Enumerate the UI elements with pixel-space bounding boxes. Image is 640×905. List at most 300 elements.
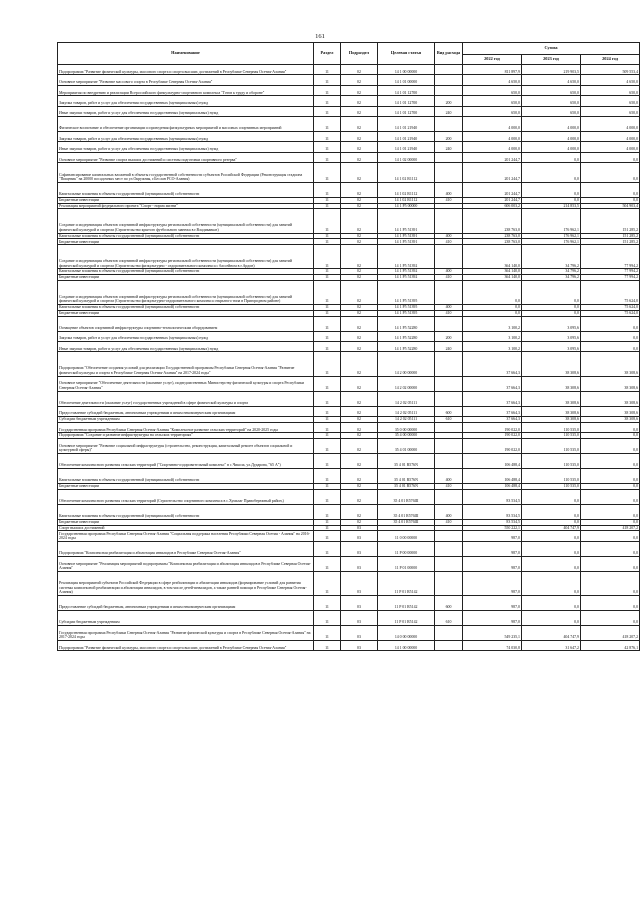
table-cell-name: Капитальные вложения в объекты государственной (муниципальной) собственности [58,182,314,197]
table-cell-razdel: 11 [314,239,341,245]
table-row [58,454,640,469]
table-cell-2022: 4 650,0 [463,75,522,85]
table-cell-name: Создание и модернизация объектов спортивной инфраструктуры региональной собственности (муниципальной собственности) для занятий физической культурой и спортом (Строительство физкультурно - оздоровительного комплекса с бассейном в г.Ардон) [58,245,314,269]
table-cell-razdel: 11 [314,417,341,423]
table-cell-2023: 4 650,0 [522,75,581,85]
table-cell-podrazdel: 03 [341,556,378,571]
table-cell-name: Создание и модернизация объектов спортивной инфраструктуры региональной собственности (муниципальной собственности) для занятий физической культурой и спортом (Строительство физкультурно-оздоровительного комплекса открытого типа в Пригородном районе) [58,280,314,304]
table-cell-csr: 35 4 01 R576N [378,469,435,484]
table-cell-csr: 14 2 02 05111 [378,391,435,406]
table-cell-2024: 0,0 [581,163,640,183]
table-cell-2023: 0,0 [522,305,581,311]
table-cell-razdel: 11 [314,331,341,341]
table-row [58,469,640,484]
table-cell-csr: 11 P 00 00000 [378,541,435,556]
table-cell-razdel: 11 [314,269,341,275]
table-cell-csr: 14 1 01 12700 [378,96,435,106]
table-cell-razdel: 11 [314,556,341,571]
table-cell-2024: 38 308,6 [581,406,640,416]
table-row [58,352,640,376]
table-cell-razdel: 11 [314,625,341,640]
table-row [58,541,640,556]
table-cell-razdel: 11 [314,610,341,625]
table-cell-vr [435,571,463,595]
table-cell-2022: 650,0 [463,96,522,106]
table-cell-vr: 410 [435,310,463,316]
table-cell-2024: 0,0 [581,454,640,469]
table-cell-csr: 14 1 P5 51392 [378,269,435,275]
table-cell-csr: 14 1 00 00000 [378,640,435,650]
table-cell-2023: 110 535,0 [522,422,581,432]
table-row [58,142,640,152]
table-cell-2024: 0,0 [581,531,640,541]
table-cell-name: Основное мероприятие "Реализация мероприятий подпрограммы "Комплексная реабилитация и абилитация инвалидов в Республике Северная Осетия-Алания" [58,556,314,571]
table-cell-razdel: 11 [314,422,341,432]
table-cell-2022: 201 244,7 [463,163,522,183]
table-cell-2024: 650,0 [581,85,640,95]
table-cell-2024: 418 207,2 [581,625,640,640]
table-row [58,391,640,406]
table-cell-2023: 650,0 [522,96,581,106]
table-cell-vr [435,65,463,75]
table-cell-2023: 219 903,5 [522,65,581,75]
table-cell-razdel: 11 [314,209,341,233]
table-cell-razdel: 11 [314,233,341,239]
table-cell-podrazdel: 02 [341,275,378,281]
table-cell-razdel: 11 [314,116,341,131]
table-cell-2022: 650,0 [463,106,522,116]
table-cell-name: Бюджетные инвестиции [58,484,314,490]
table-cell-2022: 650,0 [463,85,522,95]
table-cell-vr: 200 [435,131,463,141]
table-cell-razdel: 11 [314,163,341,183]
table-cell-2022: 4 000,0 [463,116,522,131]
table-row [58,376,640,391]
table-cell-podrazdel: 02 [341,233,378,239]
table-row [58,116,640,131]
table-cell-2024: 0,0 [581,197,640,203]
table-cell-podrazdel: 02 [341,245,378,269]
table-cell-razdel: 11 [314,280,341,304]
table-cell-name: Мероприятия по внедрению и реализации Всероссийского физкультурно-спортивного комплекса "Готов к труду и обороне" [58,85,314,95]
table-cell-2023: 176 962,1 [522,233,581,239]
table-cell-2024: 0,0 [581,342,640,352]
table-cell-csr: 35 4 01 R576Ш [378,519,435,525]
table-cell-razdel: 11 [314,571,341,595]
header-razdel: Раздел [314,43,341,65]
table-cell-csr: 14 1 P5 51391 [378,209,435,233]
table-cell-csr: 14 1 02 R1112 [378,163,435,183]
table-cell-razdel: 11 [314,152,341,162]
table-cell-2022: 987,0 [463,531,522,541]
table-body [58,65,640,651]
table-cell-2023: 0,0 [522,310,581,316]
table-cell-2024: 77 994,2 [581,245,640,269]
table-cell-2024: 151 285,2 [581,233,640,239]
table-cell-podrazdel: 02 [341,106,378,116]
table-cell-podrazdel: 02 [341,433,378,439]
table-cell-vr [435,489,463,504]
table-cell-2024: 38 308,6 [581,391,640,406]
table-cell-razdel: 11 [314,504,341,519]
table-cell-podrazdel: 02 [341,342,378,352]
table-cell-razdel: 11 [314,342,341,352]
table-cell-2024: 0,0 [581,610,640,625]
table-cell-2022: 364 140,0 [463,275,522,281]
table-cell-2023: 176 962,1 [522,239,581,245]
table-cell-podrazdel: 02 [341,209,378,233]
table-cell-razdel: 11 [314,525,341,531]
table-cell-podrazdel: 03 [341,640,378,650]
table-cell-2022: 190 022,0 [463,439,522,454]
table-cell-2022: 4 000,0 [463,131,522,141]
table-cell-name: Обеспечение комплексного развития сельских территорий ("Спортивно-оздоровительный комплекс" в с.Чикола, ул.Дударова, "65 А") [58,454,314,469]
table-cell-2023: 176 962,1 [522,209,581,233]
table-cell-name: Иные закупки товаров, работ и услуг для обеспечения государственных (муниципальных) нужд [58,142,314,152]
table-cell-podrazdel: 02 [341,182,378,197]
table-cell-name: Субсидии бюджетным учреждениям [58,610,314,625]
table-row [58,439,640,454]
table-cell-name: Подпрограмма "Комплексная реабилитация и абилитация инвалидов в Республике Северная Осетия-Алания" [58,541,314,556]
table-cell-vr: 400 [435,233,463,239]
table-cell-2022: 37 664,3 [463,352,522,376]
table-cell-podrazdel: 02 [341,197,378,203]
table-cell-name: Бюджетные инвестиции [58,519,314,525]
table-cell-name: Подпрограмма "Развитие физической культуры, массового спорта и спорта высших достижений в Республике Северная Осетия-Алания" [58,640,314,650]
table-cell-vr [435,640,463,650]
table-row [58,625,640,640]
table-cell-podrazdel: 02 [341,454,378,469]
table-cell-podrazdel: 02 [341,239,378,245]
table-cell-vr: 400 [435,305,463,311]
table-cell-razdel: 11 [314,65,341,75]
table-cell-2022: 83 534,5 [463,519,522,525]
table-cell-2022: 364 140,0 [463,245,522,269]
table-cell-2023: 0,0 [522,519,581,525]
table-cell-2022: 83 534,5 [463,489,522,504]
table-cell-vr [435,439,463,454]
table-cell-2024: 0,0 [581,331,640,341]
table-row [58,595,640,610]
table-cell-name: Софинансирование капитальных вложений в объекты государственной собственности субъектов Российской Федерации (Реконструкция стадиона "Пищевик" на 20000 посадочных мест по ул.Окружная, г.Беслан РСО-Алания) [58,163,314,183]
table-cell-name: Бюджетные инвестиции [58,275,314,281]
table-cell-vr [435,531,463,541]
table-cell-razdel: 11 [314,182,341,197]
table-cell-2023: 0,0 [522,541,581,556]
table-cell-2024: 0,0 [581,439,640,454]
table-cell-podrazdel: 02 [341,422,378,432]
table-row [58,331,640,341]
table-cell-vr: 410 [435,484,463,490]
table-cell-csr: 14 1 P5 51395 [378,310,435,316]
table-cell-razdel: 11 [314,531,341,541]
table-cell-podrazdel: 02 [341,269,378,275]
table-cell-2022: 37 664,3 [463,391,522,406]
header-vr: Вид расхода [435,43,463,65]
table-cell-razdel: 11 [314,489,341,504]
table-cell-2022: 238 763,0 [463,209,522,233]
table-cell-2023: 650,0 [522,85,581,95]
table-cell-2023: 38 308,6 [522,417,581,423]
table-cell-2023: 38 308,6 [522,391,581,406]
table-cell-podrazdel: 02 [341,352,378,376]
header-csr: Целевая статья [378,43,435,65]
table-cell-razdel: 11 [314,391,341,406]
table-cell-razdel: 11 [314,433,341,439]
table-cell-name: Иные закупки товаров, работ и услуг для обеспечения государственных (муниципальных) нужд [58,106,314,116]
table-cell-vr [435,116,463,131]
table-cell-name: Закупка товаров, работ и услуг для обеспечения государственных (муниципальных) нужд [58,131,314,141]
table-cell-razdel: 11 [314,406,341,416]
table-cell-podrazdel: 03 [341,541,378,556]
table-cell-name: Государственная программа Республики Северная Осетия-Алания "Социальная поддержка населения Республики Северная Осетия - Алания" на 2016-2024 годы [58,531,314,541]
table-cell-csr: 14 1 P5 51392 [378,275,435,281]
table-row [58,422,640,432]
table-cell-podrazdel: 02 [341,305,378,311]
table-cell-vr [435,85,463,95]
table-cell-2022: 3 100,2 [463,316,522,331]
budget-table [57,42,640,651]
table-cell-2023: 0,0 [522,152,581,162]
table-cell-podrazdel: 02 [341,489,378,504]
table-cell-2024: 0,0 [581,541,640,556]
table-cell-podrazdel: 02 [341,406,378,416]
table-cell-vr: 400 [435,469,463,484]
table-cell-razdel: 11 [314,439,341,454]
table-cell-2024: 38 308,6 [581,417,640,423]
table-cell-2022: 987,0 [463,541,522,556]
table-cell-name: Капитальные вложения в объекты государственной (муниципальной) собственности [58,233,314,239]
table-cell-razdel: 11 [314,640,341,650]
table-cell-csr: 14 1 01 21940 [378,142,435,152]
table-cell-2023: 0,0 [522,163,581,183]
table-cell-vr [435,352,463,376]
table-cell-podrazdel: 03 [341,625,378,640]
table-cell-vr: 610 [435,417,463,423]
table-cell-csr: 35 0 00 00000 [378,422,435,432]
table-cell-csr: 14 2 00 00000 [378,352,435,376]
table-cell-csr: 14 1 P5 00000 [378,203,435,209]
table-cell-2023: 0,0 [522,182,581,197]
table-cell-name: Капитальные вложения в объекты государственной (муниципальной) собственности [58,504,314,519]
table-cell-name: Капитальные вложения в объекты государственной (муниципальной) собственности [58,305,314,311]
table-cell-podrazdel: 02 [341,316,378,331]
table-cell-2024: 418 207,2 [581,525,640,531]
table-cell-2023: 3 095,6 [522,316,581,331]
table-cell-vr: 410 [435,239,463,245]
table-cell-podrazdel: 02 [341,65,378,75]
table-cell-podrazdel: 02 [341,376,378,391]
table-cell-2022: 238 763,0 [463,239,522,245]
table-cell-2024: 75 624,0 [581,305,640,311]
header-year-2022: 2022 год [463,55,522,65]
table-cell-name: Капитальные вложения в объекты государственной (муниципальной) собственности [58,269,314,275]
table-cell-name: Основное мероприятие "Обеспечение деятельности (оказание услуг), подведомственных Министерству физической культуры и спорта Республики Северная Осетия-Алания" [58,376,314,391]
table-cell-2022: 987,0 [463,595,522,610]
table-cell-podrazdel: 02 [341,116,378,131]
table-cell-podrazdel: 02 [341,484,378,490]
table-cell-2023: 0,0 [522,610,581,625]
table-cell-2023: 110 535,0 [522,454,581,469]
table-cell-csr: 14 1 P5 51391 [378,233,435,239]
table-cell-2022: 74 030,8 [463,640,522,650]
table-cell-razdel: 11 [314,310,341,316]
table-row [58,75,640,85]
table-row [58,342,640,352]
table-cell-name: Капитальные вложения в объекты государственной (муниципальной) собственности [58,469,314,484]
table-cell-name: Государственная программа Республики Северная Осетия-Алания "Комплексное развитие сельских территорий" на 2020-2025 годы [58,422,314,432]
table-cell-2022: 83 534,5 [463,504,522,519]
table-cell-csr: 11 0 00 00000 [378,531,435,541]
table-cell-name: Реализация мероприятий субъектов Российской Федерации в сфере реабилитации и абилитации инвалидов (формирование условий для развития системы комплексной реабилитации и абилитации инвалидов, в том числе детей-инвалидов, а также ранней помощи в Республике Северная Осетия-Алания) [58,571,314,595]
table-cell-2022: 550 222,1 [463,525,522,531]
table-cell-2023: 0,0 [522,280,581,304]
table-cell-vr [435,209,463,233]
table-cell-razdel: 11 [314,85,341,95]
table-cell-podrazdel: 02 [341,280,378,304]
table-cell-name: Предоставление субсидий бюджетным, автономным учреждениям и иным некоммерческим организациям [58,406,314,416]
table-cell-podrazdel: 02 [341,203,378,209]
table-cell-2023: 34 796,2 [522,245,581,269]
table-cell-vr: 400 [435,504,463,519]
table-row [58,131,640,141]
table-cell-vr [435,163,463,183]
table-cell-2022: 106 488,4 [463,469,522,484]
header-year-2023: 2023 год [522,55,581,65]
table-cell-2024: 38 308,6 [581,376,640,391]
table-row [58,489,640,504]
table-cell-2024: 75 624,0 [581,280,640,304]
table-cell-2022: 190 022,0 [463,422,522,432]
table-cell-vr [435,541,463,556]
table-row [58,163,640,183]
table-cell-name: Государственная программа Республики Северная Осетия-Алания "Развитие физической культуры и спорта в Республике Северная Осетия-Алания" на 2017-2024 годы [58,625,314,640]
table-row [58,85,640,95]
table-cell-2023: 38 308,6 [522,406,581,416]
table-cell-name: Бюджетные инвестиции [58,239,314,245]
table-row [58,182,640,197]
table-row [58,65,640,75]
table-cell-vr [435,556,463,571]
table-row [58,280,640,304]
table-cell-name: Подпрограмма "Обеспечение создания условий для реализации Государственной программы Республики Северная Осетия-Алания "Развитие физической культуры и спорта в Республике Северная Осетия-Алания" на 2017-2024 годы" [58,352,314,376]
table-cell-name: Спорт высших достижений [58,525,314,531]
table-cell-2022: 3 100,2 [463,331,522,341]
table-cell-2023: 404 747,9 [522,625,581,640]
table-cell-name: Оснащение объектов спортивной инфраструктуры спортивно-технологическим оборудованием [58,316,314,331]
table-cell-2024: 4 000,0 [581,131,640,141]
table-cell-csr: 11 P 01 00000 [378,556,435,571]
table-cell-csr: 14 1 01 00000 [378,75,435,85]
table-cell-vr: 600 [435,406,463,416]
table-cell-csr: 14 1 02 00000 [378,152,435,162]
table-row [58,209,640,233]
table-cell-csr: 14 2 02 05111 [378,406,435,416]
table-cell-csr: 35 4 01 R576N [378,454,435,469]
table-cell-podrazdel: 02 [341,417,378,423]
table-cell-2024: 0,0 [581,484,640,490]
table-cell-csr: 14 1 01 21940 [378,131,435,141]
table-cell-csr: 11 P 01 R5142 [378,571,435,595]
table-cell-podrazdel: 02 [341,152,378,162]
table-cell-2023: 0,0 [522,197,581,203]
table-cell-vr [435,422,463,432]
page-number: 161 [315,33,325,40]
table-cell-podrazdel: 03 [341,525,378,531]
table-cell-2024: 0,0 [581,316,640,331]
table-cell-podrazdel: 02 [341,310,378,316]
table-cell-csr: 14 1 01 12700 [378,106,435,116]
table-row [58,245,640,269]
table-cell-2022: 201 244,7 [463,152,522,162]
table-cell-2023: 110 535,0 [522,439,581,454]
table-cell-podrazdel: 02 [341,439,378,454]
table-cell-razdel: 11 [314,275,341,281]
table-cell-2022: 549 235,1 [463,625,522,640]
table-cell-2022: 238 763,0 [463,233,522,239]
table-cell-2022: 606 003,2 [463,203,522,209]
header-sum: Сумма [463,43,640,55]
header-name: Наименование [58,43,314,65]
table-cell-2022: 37 664,3 [463,417,522,423]
table-cell-2023: 3 095,6 [522,342,581,352]
table-cell-razdel: 11 [314,96,341,106]
table-cell-podrazdel: 02 [341,75,378,85]
table-cell-csr: 14 1 P5 51392 [378,245,435,269]
table-cell-vr [435,245,463,269]
table-cell-2022: 364 140,0 [463,269,522,275]
table-cell-name: Реализация мероприятий федерального проекта "Спорт - норма жизни" [58,203,314,209]
table-cell-2022: 37 664,3 [463,376,522,391]
table-cell-vr: 240 [435,342,463,352]
table-cell-2023: 110 535,0 [522,484,581,490]
table-cell-podrazdel: 02 [341,469,378,484]
table-cell-2024: 4 650,0 [581,75,640,85]
table-cell-2024: 0,0 [581,182,640,197]
table-cell-vr [435,376,463,391]
table-row [58,531,640,541]
table-row [58,152,640,162]
table-cell-vr [435,316,463,331]
table-cell-2024: 0,0 [581,556,640,571]
table-cell-2023: 3 095,6 [522,331,581,341]
table-cell-vr: 610 [435,610,463,625]
table-cell-2024: 77 994,2 [581,269,640,275]
table-cell-name: Создание и модернизация объектов спортивной инфраструктуры региональной собственности (муниципальной собственности) для занятий физической культурой и спортом (Строительство крытого футбольного манежа в г.Владикавказ) [58,209,314,233]
header-year-2024: 2024 год [581,55,640,65]
table-cell-2023: 650,0 [522,106,581,116]
table-cell-2023: 4 000,0 [522,131,581,141]
table-cell-razdel: 11 [314,454,341,469]
table-cell-podrazdel: 02 [341,391,378,406]
table-cell-podrazdel: 02 [341,519,378,525]
table-cell-razdel: 11 [314,305,341,311]
table-cell-vr [435,152,463,162]
table-cell-2024: 38 308,6 [581,352,640,376]
table-cell-vr: 240 [435,106,463,116]
table-cell-csr: 14 2 02 05111 [378,417,435,423]
table-cell-2024: 4 000,0 [581,116,640,131]
table-cell-csr: 11 P 01 R5142 [378,610,435,625]
table-cell-csr: 14 1 P5 51395 [378,280,435,304]
table-cell-2023: 0,0 [522,531,581,541]
table-cell-2023: 0,0 [522,556,581,571]
table-cell-2022: 4 000,0 [463,142,522,152]
table-cell-2023: 4 000,0 [522,142,581,152]
table-cell-csr: 14 1 01 21940 [378,116,435,131]
table-cell-csr: 14 1 P5 52280 [378,331,435,341]
table-cell-podrazdel: 02 [341,96,378,106]
